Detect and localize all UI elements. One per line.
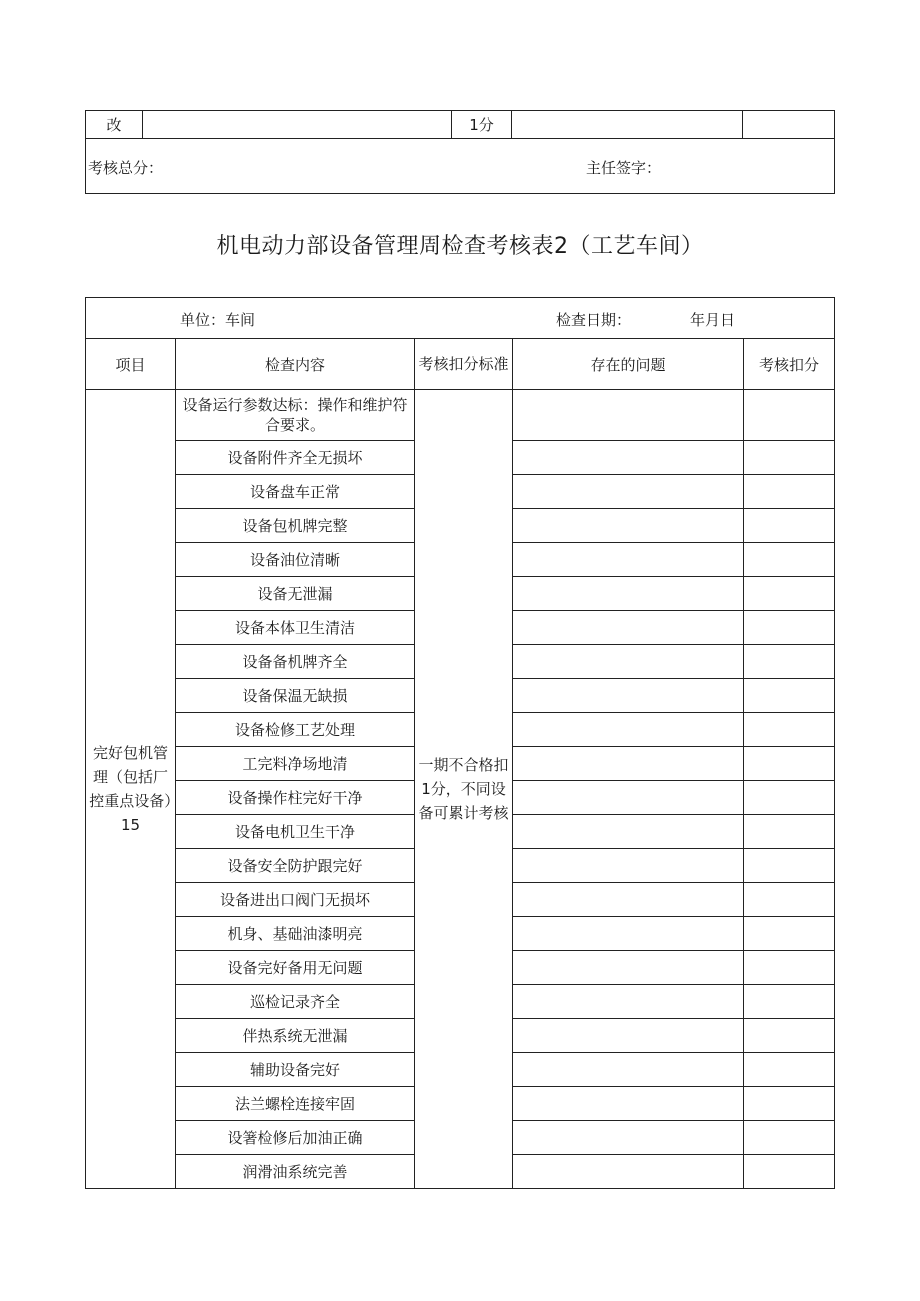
problem-cell[interactable]	[513, 815, 744, 849]
item-content: 伴热系统无泄漏	[176, 1019, 415, 1053]
top-row-problem-cell[interactable]	[512, 111, 743, 139]
problem-cell[interactable]	[513, 1053, 744, 1087]
summary-row	[86, 139, 835, 194]
problem-cell[interactable]	[513, 849, 744, 883]
problem-cell[interactable]	[513, 713, 744, 747]
deduction-cell[interactable]	[744, 390, 835, 441]
item-content: 设备包机牌完整	[176, 509, 415, 543]
item-content: 设备完好备用无问题	[176, 951, 415, 985]
standard-cell: 一期不合格扣1分，不同设备可累计考核	[415, 390, 513, 1189]
item-content: 设备附件齐全无损坏	[176, 441, 415, 475]
inspection-table	[85, 297, 835, 1189]
top-row	[86, 111, 835, 139]
problem-cell[interactable]	[513, 1087, 744, 1121]
item-content: 设备无泄漏	[176, 577, 415, 611]
problem-cell[interactable]	[513, 747, 744, 781]
item-content: 工完料净场地清	[176, 747, 415, 781]
top-summary-table	[85, 110, 835, 194]
deduction-cell[interactable]	[744, 1087, 835, 1121]
problem-cell[interactable]	[513, 543, 744, 577]
problem-cell[interactable]	[513, 679, 744, 713]
summary-cell	[86, 139, 835, 194]
problem-cell[interactable]	[513, 951, 744, 985]
header-content: 检查内容	[176, 339, 415, 390]
page-title: 机电动力部设备管理周检查考核表2（工艺车间）	[216, 234, 704, 259]
top-row-left-cell: 改	[86, 111, 143, 139]
item-content: 设备进出口阀门无损坏	[176, 883, 415, 917]
date-label: 检查日期：	[556, 311, 632, 329]
unit-cell	[86, 298, 835, 339]
header-row	[86, 339, 835, 390]
deduction-cell[interactable]	[744, 1053, 835, 1087]
problem-cell[interactable]	[513, 441, 744, 475]
top-row-score-cell: 1分	[452, 111, 512, 139]
problem-cell[interactable]	[513, 390, 744, 441]
problem-cell[interactable]	[513, 1019, 744, 1053]
deduction-cell[interactable]	[744, 645, 835, 679]
deduction-cell[interactable]	[744, 849, 835, 883]
signature-label: 主任签字：	[586, 159, 662, 177]
deduction-cell[interactable]	[744, 441, 835, 475]
item-content: 设备备机牌齐全	[176, 645, 415, 679]
item-content: 设备检修工艺处理	[176, 713, 415, 747]
deduction-cell[interactable]	[744, 883, 835, 917]
item-content: 润滑油系统完善	[176, 1155, 415, 1189]
header-project: 项目	[86, 339, 176, 390]
deduction-cell[interactable]	[744, 1155, 835, 1189]
item-content: 设备保温无缺损	[176, 679, 415, 713]
item-content: 设备操作柱完好干净	[176, 781, 415, 815]
top-row-deduction-cell[interactable]	[743, 111, 835, 139]
item-content: 设备电机卫生干净	[176, 815, 415, 849]
header-problems: 存在的问题	[513, 339, 744, 390]
problem-cell[interactable]	[513, 577, 744, 611]
deduction-cell[interactable]	[744, 1019, 835, 1053]
deduction-cell[interactable]	[744, 713, 835, 747]
item-content: 巡检记录齐全	[176, 985, 415, 1019]
problem-cell[interactable]	[513, 883, 744, 917]
unit-row	[86, 298, 835, 339]
problem-cell[interactable]	[513, 917, 744, 951]
header-standard: 考核扣分标准	[415, 339, 513, 390]
table-row	[86, 390, 835, 441]
deduction-cell[interactable]	[744, 611, 835, 645]
item-content: 设备盘车正常	[176, 475, 415, 509]
problem-cell[interactable]	[513, 509, 744, 543]
category-cell: 完好包机管理（包括厂控重点设备）15	[86, 390, 176, 1189]
deduction-cell[interactable]	[744, 917, 835, 951]
problem-cell[interactable]	[513, 611, 744, 645]
item-content: 机身、基础油漆明亮	[176, 917, 415, 951]
deduction-cell[interactable]	[744, 577, 835, 611]
item-content: 设备油位清晰	[176, 543, 415, 577]
deduction-cell[interactable]	[744, 747, 835, 781]
header-deduction: 考核扣分	[744, 339, 835, 390]
problem-cell[interactable]	[513, 475, 744, 509]
deduction-cell[interactable]	[744, 543, 835, 577]
date-value: 年月日	[690, 311, 736, 329]
item-content: 设备运行参数达标：操作和维护符合要求。	[176, 390, 415, 441]
problem-cell[interactable]	[513, 1155, 744, 1189]
deduction-cell[interactable]	[744, 985, 835, 1019]
item-content: 辅助设备完好	[176, 1053, 415, 1087]
deduction-cell[interactable]	[744, 475, 835, 509]
item-content: 设备安全防护跟完好	[176, 849, 415, 883]
deduction-cell[interactable]	[744, 679, 835, 713]
item-content: 设备本体卫生清洁	[176, 611, 415, 645]
deduction-cell[interactable]	[744, 815, 835, 849]
top-row-blank-cell	[143, 111, 452, 139]
deduction-cell[interactable]	[744, 1121, 835, 1155]
item-content: 法兰螺栓连接牢固	[176, 1087, 415, 1121]
problem-cell[interactable]	[513, 985, 744, 1019]
unit-label: 单位：车间	[180, 311, 256, 329]
deduction-cell[interactable]	[744, 781, 835, 815]
deduction-cell[interactable]	[744, 509, 835, 543]
deduction-cell[interactable]	[744, 951, 835, 985]
problem-cell[interactable]	[513, 645, 744, 679]
problem-cell[interactable]	[513, 1121, 744, 1155]
problem-cell[interactable]	[513, 781, 744, 815]
total-score-label: 考核总分：	[88, 159, 164, 177]
item-content: 设箸检修后加油正确	[176, 1121, 415, 1155]
